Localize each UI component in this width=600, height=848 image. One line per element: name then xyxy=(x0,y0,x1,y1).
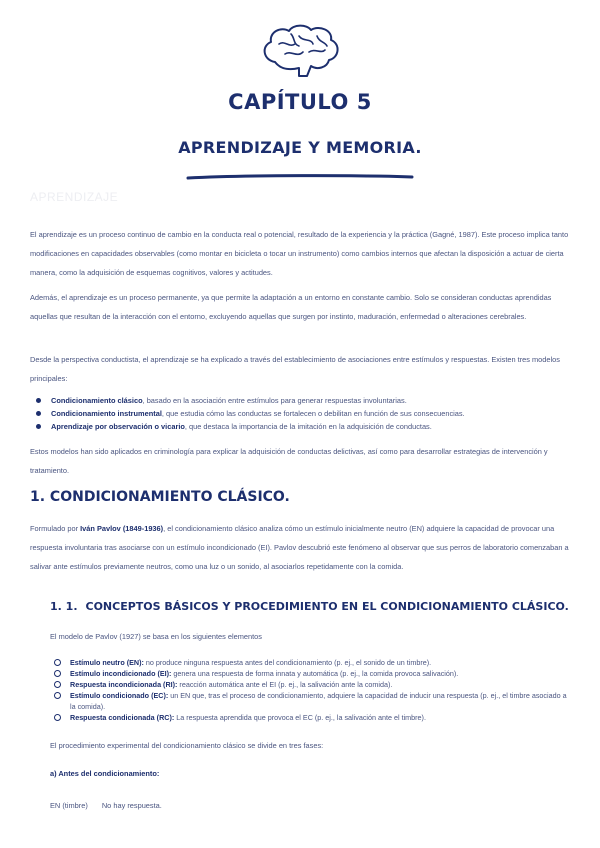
circle-bullet-icon xyxy=(54,692,61,699)
bullet-icon xyxy=(36,424,41,429)
circle-bullet-icon xyxy=(54,659,61,666)
section-1-1-intro: El modelo de Pavlov (1927) se basa en los siguientes elementos xyxy=(50,632,262,641)
list-item: Respuesta condicionada (RC): La respuesta aprendida que provoca el EC (p. ej., la salivación ante el timbre). xyxy=(54,712,574,723)
section-1-1-heading: 1. 1. CONCEPTOS BÁSICOS Y PROCEDIMIENTO EN EL CONDICIONAMIENTO CLÁSICO. xyxy=(50,600,569,613)
learning-models-list xyxy=(36,394,566,433)
phases-intro: El procedimiento experimental del condicionamiento clásico se divide en tres fases: xyxy=(50,741,324,750)
chapter-subtitle: APRENDIZAJE Y MEMORIA. xyxy=(178,138,422,157)
list-item: Respuesta incondicionada (RI): reacción automática ante el EI (p. ej., la salivación ante la comida). xyxy=(54,679,574,690)
pavlov-elements-list xyxy=(54,657,574,723)
bullet-icon xyxy=(36,411,41,416)
en-row xyxy=(50,801,162,810)
list-item: Condicionamiento clásico, basado en la asociación entre estímulos para generar respuestas involuntarias. xyxy=(36,394,566,407)
en-result: No hay respuesta. xyxy=(101,801,162,810)
intro-paragraph-2: Además, el aprendizaje es un proceso permanente, ya que permite la adaptación a un entorno en constante cambio. Solo se consideran conductas aprendidas aquellas que resultan de la interacción con el entorno, excluyendo aquellas que surgen por instinto, maduración, enfermedad o alteraciones cerebrales. xyxy=(30,293,552,321)
en-label: EN (timbre) xyxy=(50,801,88,810)
section-ghost-heading: APRENDIZAJE xyxy=(30,190,119,204)
bullet-icon xyxy=(36,398,41,403)
phase-a-heading: a) Antes del condicionamiento: xyxy=(50,769,160,778)
circle-bullet-icon xyxy=(54,670,61,677)
list-item: Condicionamiento instrumental, que estudia cómo las conductas se fortalecen o debilitan en función de sus consecuencias. xyxy=(36,407,566,420)
list-item: Estímulo condicionado (EC): un EN que, tras el proceso de condicionamiento, adquiere la capacidad de inducir una respuesta (p. ej., el timbre asociado a la comida). xyxy=(54,690,574,712)
list-item: Aprendizaje por observación o vicario, que destaca la importancia de la imitación en la adquisición de conductas. xyxy=(36,420,566,433)
intro-paragraph-3: Desde la perspectiva conductista, el aprendizaje se ha explicado a través del establecimiento de asociaciones entre estímulos y respuestas. Existen tres modelos principales: xyxy=(30,355,560,383)
brain-icon xyxy=(255,22,345,80)
list-item: Estímulo neutro (EN): no produce ninguna respuesta antes del condicionamiento (p. ej., el sonido de un timbre). xyxy=(54,657,574,668)
title-underline xyxy=(186,172,414,182)
chapter-title: CAPÍTULO 5 xyxy=(228,90,372,114)
circle-bullet-icon xyxy=(54,714,61,721)
circle-bullet-icon xyxy=(54,681,61,688)
section-1-paragraph: Formulado por Iván Pavlov (1849-1936), el condicionamiento clásico analiza cómo un estímulo inicialmente neutro (EN) adquiere la capacidad de provocar una respuesta involuntaria tras asociarse con un estímulo incondicionado (EI). Pavlov descubrió este fenómeno al observar que sus perros de laboratorio comenzaban a salivar ante estímulos previamente neutros, como una luz o un sonido, al asociarlos repetidamente con la comida. xyxy=(30,524,569,571)
intro-paragraph-4: Estos modelos han sido aplicados en criminología para explicar la adquisición de conductas delictivas, así como para desarrollar estrategias de intervención y tratamiento. xyxy=(30,447,548,475)
list-item: Estímulo incondicionado (EI): genera una respuesta de forma innata y automática (p. ej., la comida provoca salivación). xyxy=(54,668,574,679)
intro-paragraph-1: El aprendizaje es un proceso continuo de cambio en la conducta real o potencial, resultado de la experiencia y la práctica (Gagné, 1987). Este proceso implica tanto modificaciones en capacidades observables (como montar en bicicleta o tocar un instrumento) como cambios internos que afectan la disposición a actuar de cierta manera, como la adquisición de esquemas cognitivos, valores y actitudes. xyxy=(30,230,569,277)
section-1-heading: 1. CONDICIONAMIENTO CLÁSICO. xyxy=(30,489,290,505)
